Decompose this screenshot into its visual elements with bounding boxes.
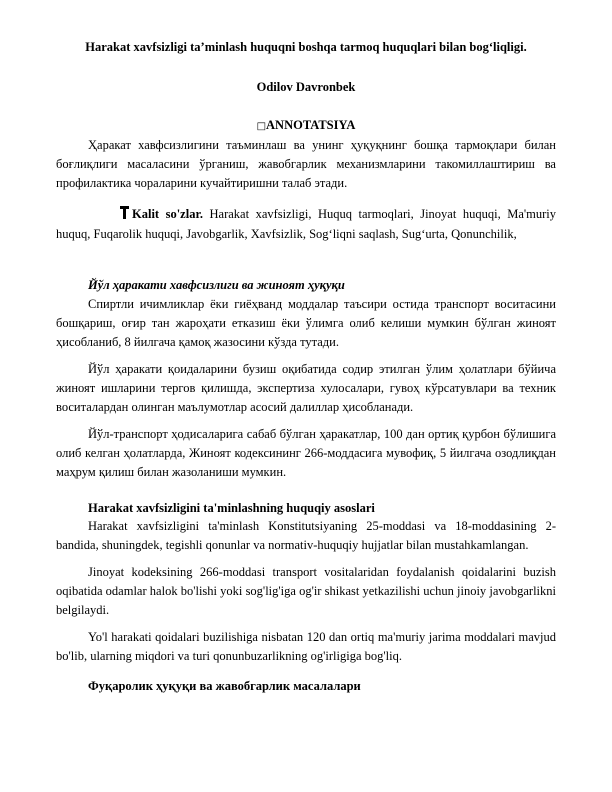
paragraph: Yo'l harakati qoidalari buzilishiga nisbatan 120 dan ortiq ma'muriy jarima moddalari mavjud bo'lib, ularning miqdori va turi qonunbuzarlikning og'irligiga bog'liq. [56,630,556,663]
keywords-paragraph [56,205,556,244]
section-heading: Harakat xavfsizligini ta'minlashning huquqiy asoslari [88,501,375,515]
keywords-text: Harakat xavfsizligi, Huquq tarmoqlari, Jinoyat huquqi, Ma'muriy huquq, Fuqarolik huquqi, Javobgarlik, Xavfsizlik, Sog‘liqni saqlash, Sug‘urta, Qonunchilik, [56,207,556,241]
annotation-text: Ҳаракат хавфсизлигини таъминлаш ва унинг ҳуқуқнинг бошқа тармоқлари билан боғлиқлиги масаласини ўрганиш, жавобгарлик механизмларини такомиллаштириш ва профилактика чораларини кучайтиришни талаб этади. [56,138,556,190]
paragraph: Jinoyat kodeksining 266-moddasi transport vositalaridan foydalanish qoidalarini buzish oqibatida odamlar halok bo'lishi yoki sog'lig'iga og'ir shikast yetkazilishi uchun jinoiy javobgarlikni belgilaydi. [56,565,556,617]
document-page [56,38,556,695]
paragraph: Йўл-транспорт ҳодисаларига сабаб бўлган ҳаракатлар, 100 дан ортиқ қурбон бўлишига олиб келган ҳолатларда, Жиноят кодексининг 266-моддасига мувофиқ, 5 йилгача озодлиқдан маҳрум қилиш билан жазоланиши мумкин. [56,427,556,479]
annotation-symbol: □ [256,121,267,132]
pin-icon [88,206,129,225]
annotation-heading-text: ANNOTATSIYA [266,118,356,132]
keywords-label: Kalit so'zlar. [132,207,203,221]
author-name: Odilov Davronbek [256,80,356,94]
paragraph: Спиртли ичимликлар ёки гиёҳванд моддалар таъсири остида транспорт воситасини бошқариш, оғир тан жароҳати етказиш ёки ўлимга олиб келиши мумкин бўлган жиноят ҳисобланиб, 8 йилгача қамоқ жазосини кўзда тутади. [56,297,556,349]
annotation-heading [56,116,556,136]
document-title: Harakat xavfsizligi ta’minlash huquqni boshqa tarmoq huquqlari bilan bog‘liqligi. [85,40,527,54]
paragraph: Harakat xavfsizligini ta'minlash Konstitutsiyaning 25-moddasi va 18-moddasining 2-bandida, shuningdek, tegishli qonunlar va normativ-huquqiy hujjatlar bilan mustahkamlangan. [56,519,556,552]
section-heading: Йўл ҳаракати хавфсизлиги ва жиноят ҳуқуқи [88,278,345,292]
paragraph: Йўл ҳаракати қоидаларини бузиш оқибатида содир этилган ўлим ҳолатлари бўйича жиноят ишларини тергов қилишда, экспертиза хулосалари, гувоҳ кўрсатувлари ва техник воситалардан олинган маълумотлар асосий далиллар ҳисобланади. [56,362,556,414]
section-heading: Фуқаролик ҳуқуқи ва жавобгарлик масалалари [88,679,361,693]
